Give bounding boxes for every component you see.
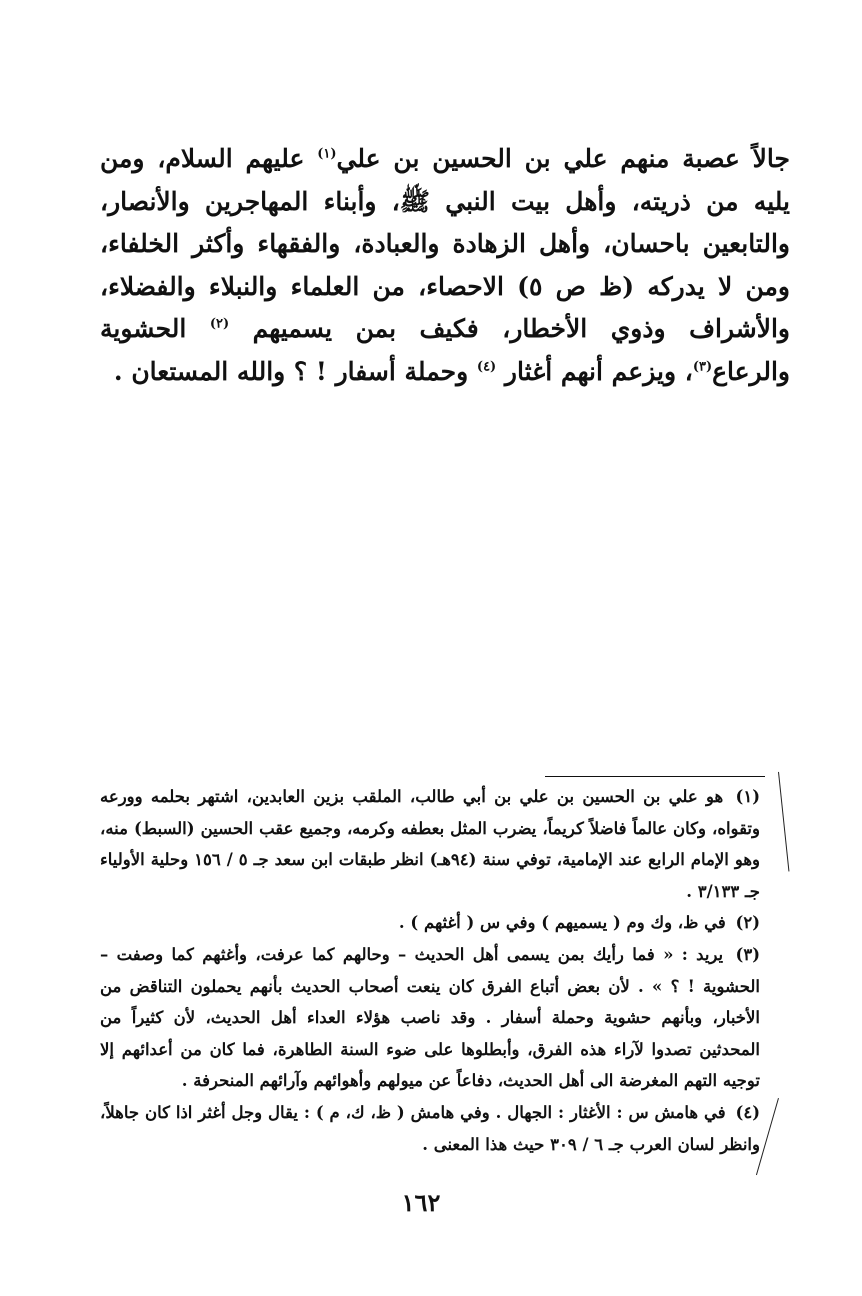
footnote-text: هو علي بن الحسين بن علي بن أبي طالب، الملقب بزين العابدين، اشتهر بحلمه وورعه وتقواه، وكان عالماً فاضلاً كريماً، يضرب المثل بعطفه وكرمه، وجميع عقب الحسين (السبط) منه، وهو الإمام الرابع عند الإمامية، توفي سنة (٩٤هـ) انظر طبقات ابن سعد جـ ٥ / ١٥٦ وحلية الأولياء جـ ٣/١٣٣ . (100, 787, 761, 901)
main-text-line: وحملة أسفار ! ؟ والله المستعان . (113, 356, 469, 386)
footnote-3 (100, 939, 760, 1097)
footnote-text: في هامش س : الأغثار : الجهال . وفي هامش ( ظ، ك، م ) : يقال وجل أغثر اذا كان جاهلاً، وانظر لسان العرب جـ ٦ / ٣٠٩ حيث هذا المعنى . (100, 1102, 760, 1154)
main-paragraph (100, 138, 790, 393)
footnote-number: (٢) (735, 913, 760, 933)
footnote-ref-1: (١) (317, 146, 337, 162)
footnote-number: (٣) (735, 944, 760, 964)
footnote-ref-2: (٢) (209, 316, 230, 332)
footnote-number: (١) (735, 787, 760, 806)
main-text-line: عليهم السلام، ومن يليه من ذريته، وأهل بيت النبي ﷺ، وأبناء المهاجرين والأنصار، والتابعين باحسان، وأهل الزهادة والعبادة، والفقهاء وأكثر الخلفاء، ومن لا يدركه (ظ ص ٥) الاحصاء، من العلماء والنبلاء والفضلاء، والأشراف وذوي الأخطار، فكيف بمن يسميهم (100, 144, 790, 343)
page-number: ١٦٢ (401, 1188, 441, 1217)
margin-mark (778, 772, 789, 872)
main-text-line: الحشوية والرعاع (100, 314, 790, 386)
footnote-4 (100, 1097, 760, 1160)
footnote-1 (100, 781, 760, 907)
footnote-ref-3: (٣) (692, 359, 713, 375)
footnote-2 (100, 907, 760, 939)
main-text-line: ، ويزعم أنهم أغثار (504, 356, 693, 386)
main-text-line: جالاً عصبة منهم علي بن الحسين بن علي (336, 144, 790, 173)
footnote-separator (545, 776, 765, 777)
footnote-number: (٤) (735, 1102, 760, 1122)
footnote-ref-4: (٤) (476, 359, 497, 375)
footnote-text: في ظ، وك وم ( يسميهم ) وفي س ( أغثهم ) . (398, 913, 726, 933)
footnote-text: يريد : « فما رأيك بمن يسمى أهل الحديث – وحالهم كما عرفت، وأغثهم كما وصفت – الحشوية ! ؟ » . لأن بعض أتباع الفرق كان ينعت أصحاب الحديث بأنهم يحملون التناقض من الأخبار، وبأنهم حشوية وحملة أسفار . وقد ناصب هؤلاء العداء أهل الحديث، لأن كثيراً من المحدثين تصدوا لآراء هذه الفرق، وأبطلوها على ضوء السنة الطاهرة، فما كان من أعدائهم إلا توجيه التهم المغرضة الى أهل الحديث، دفاعاً عن ميولهم وأهوائهم وآرائهم المنحرفة . (100, 944, 760, 1091)
main-text-block (100, 138, 790, 393)
footnotes-block (100, 781, 760, 1160)
